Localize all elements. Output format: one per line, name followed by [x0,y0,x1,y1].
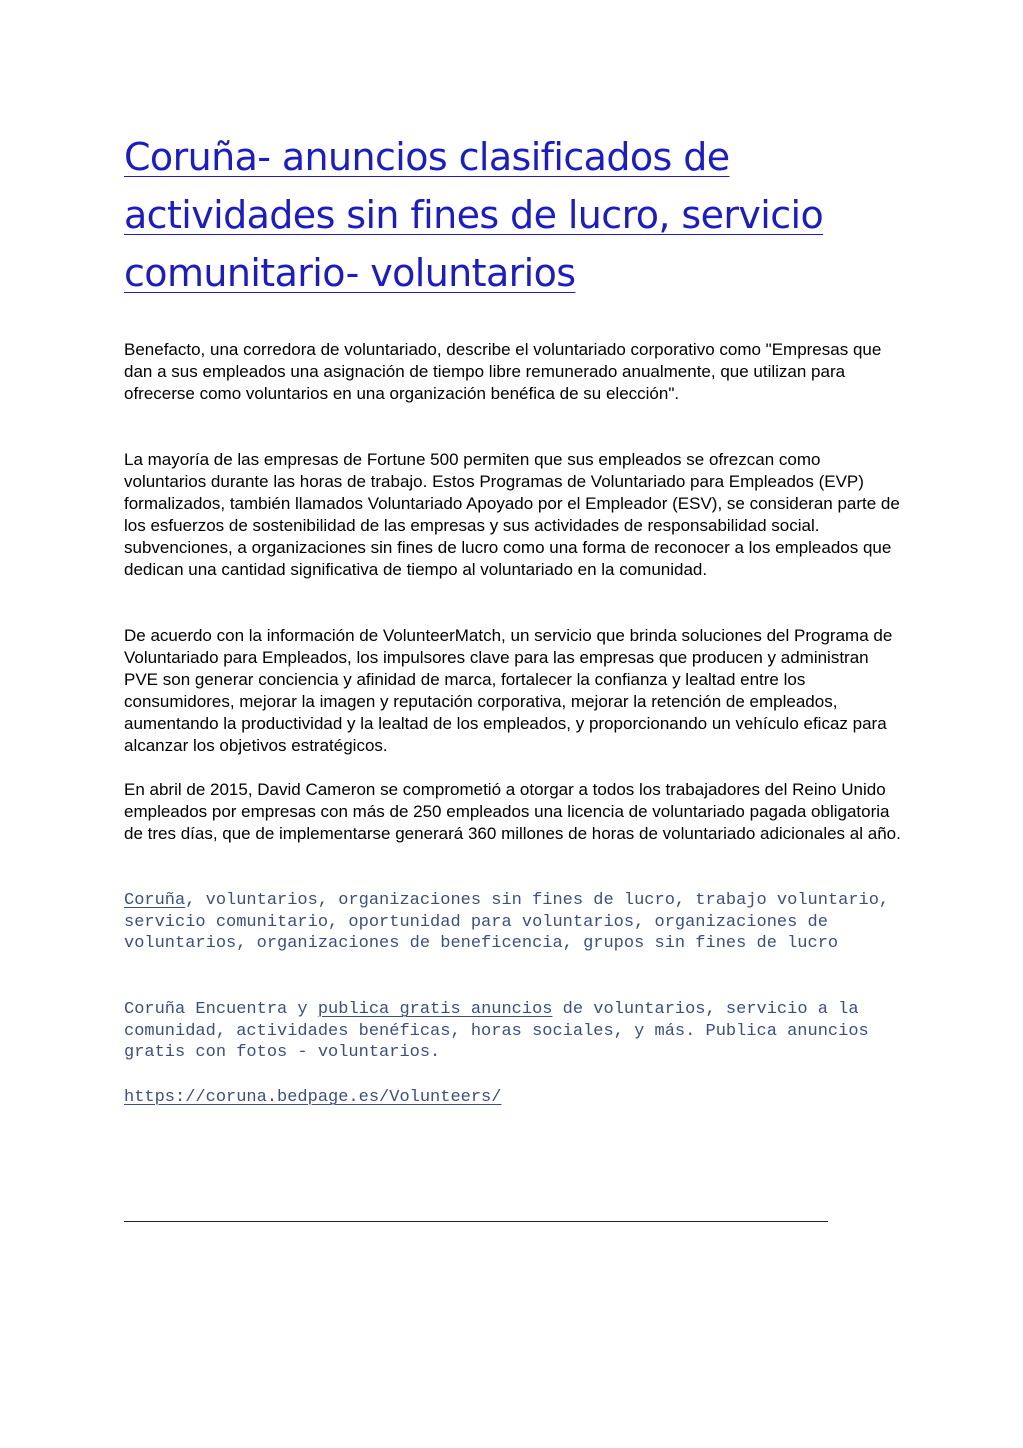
horizontal-rule [124,1221,828,1222]
url-line [124,1087,904,1109]
tag-link-coruna[interactable]: Coruña [124,891,186,910]
promo-text [124,999,904,1064]
paragraph-volunteermatch: De acuerdo con la información de VolunteerMatch, un servicio que brinda soluciones del Programa de Voluntariado para Empleados, los impulsores clave para las empresas que producen y administran PVE son generar conciencia y afinidad de marca, fortalecer la confianza y lealtad entre los consumidores, mejorar la imagen y reputación corporativa, mejorar la retención de empleados, aumentando la productividad y la lealtad de los empleados, y proporcionando un vehículo eficaz para alcanzar los objetivos estratégicos. [124,626,893,755]
paragraph-david-cameron: En abril de 2015, David Cameron se comprometió a otorgar a todos los trabajadores del Reino Unido empleados por empresas con más de 250 empleados una licencia de voluntariado pagada obligatoria de tres días, que de implementarse generará 360 millones de horas de voluntariado adicionales al año. [124,780,901,843]
page-title-link[interactable]: Coruña- anuncios clasificados de actividades sin fines de lucro, servicio comunitario- voluntarios [124,135,824,295]
paragraph-benefacto: Benefacto, una corredora de voluntariado, describe el voluntariado corporativo como "Empresas que dan a sus empleados una asignación de tiempo libre remunerado anualmente, que utilizan para ofrecerse como voluntarios en una organización benéfica de su elección". [124,340,882,403]
page-title [124,128,904,302]
paragraph-fortune-500: La mayoría de las empresas de Fortune 500 permiten que sus empleados se ofrezcan como voluntarios durante las horas de trabajo. Estos Programas de Voluntariado para Empleados (EVP) formalizados, también llamados Voluntariado Apoyado por el Empleador (ESV), se consideran parte de los esfuerzos de sostenibilidad de las empresas y sus actividades de responsabilidad social. subvenciones, a organizaciones sin fines de lucro como una forma de reconocer a los empleados que dedican una cantidad significativa de tiempo al voluntariado en la comunidad. [124,450,900,579]
volunteers-url-link[interactable]: https://coruna.bedpage.es/Volunteers/ [124,1088,502,1107]
promo-text-before: Coruña Encuentra y [124,1000,318,1019]
document-page [124,128,904,1107]
tags-text: , voluntarios, organizaciones sin fines de lucro, trabajo voluntario, servicio comunitario, oportunidad para voluntarios, organizaciones de voluntarios, organizaciones de beneficencia, grupos sin fines de lucro [124,891,900,953]
publish-free-ads-link[interactable]: publica gratis anuncios [317,1000,553,1019]
tags-list [124,890,904,955]
promo-text-after: de voluntarios, servicio a la comunidad, actividades benéficas, horas sociales, y más. Publica anuncios gratis con fotos - voluntarios. [124,1000,879,1062]
